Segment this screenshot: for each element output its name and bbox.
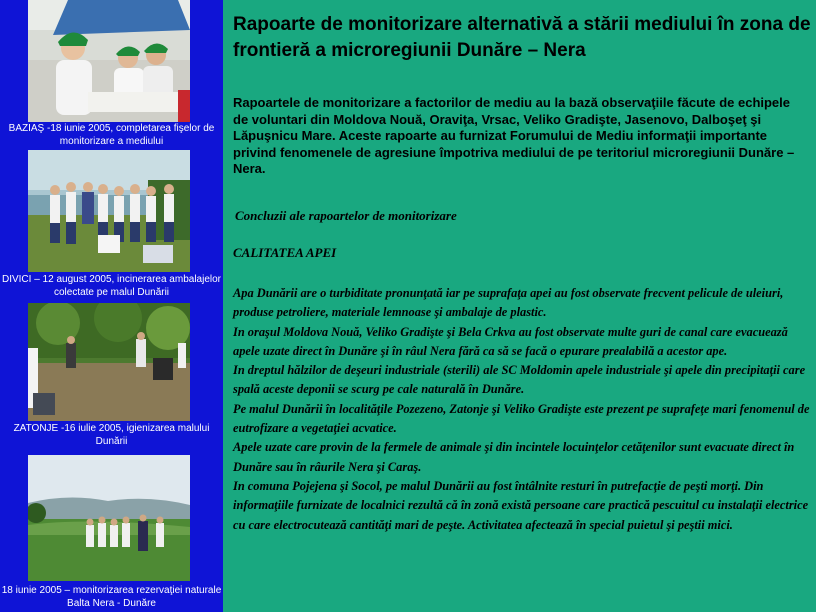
page-title: Rapoarte de monitorizare alternativă a stării mediului în zona de frontieră a microregiunii Dunăre – Nera xyxy=(233,14,811,61)
caption-balta-nera: 18 iunie 2005 – monitorizarea rezervaţiei naturale Balta Nera - Dunăre xyxy=(1,585,222,609)
paragraph-industrial-waste: In dreptul hălzilor de deşeuri industriale (sterili) ale SC Moldomin apele industriale şi apele din precipitaţii care spală aceste deponii se scurg pe cale naturală în Dunăre. xyxy=(233,363,806,397)
paragraph-eutrophication: Pe malul Dunării în localităţile Pozezeno, Zatonje şi Veliko Gradişte este prezent pe suprafeţe mari fenomenul de eutrofizare a vegetaţiei acvatice. xyxy=(233,401,810,436)
photo-volunteers-meadow-image xyxy=(28,455,190,581)
paragraph-turbidity: Apa Dunării are o turbiditate pronunţată iar pe suprafaţa apei au fost observate frecvent pelicule de uleiuri, produse petroliere, materiale lemnoase şi ambalaje de plastic. xyxy=(233,286,784,320)
paragraph-dead-fish: In comuna Pojejena şi Socol, pe malul Dunării au fost întâlnite resturi în putrefacţie de peşti morţi. Din informaţiile furnizate de localnici rezultă că în zonă există persoane care practică pescuitul cu instalaţii electrice cu care electrocutează cantităţi mari de peşte. Activitatea afectează în special puietul şi peştii mici. xyxy=(233,478,809,532)
caption-divici: DIVICI – 12 august 2005, incinerarea ambalajelor colectate pe malul Dunării xyxy=(1,274,222,298)
water-quality-body xyxy=(233,284,811,535)
main-content xyxy=(223,0,816,612)
photo-bazias xyxy=(28,0,190,122)
paragraph-farm-wastewater: Apele uzate care provin de la fermele de animale şi din incintele locuinţelor cetăţenilor sunt evacuate direct în Dunăre sau în râurile Nera şi Caraş. xyxy=(233,440,795,474)
photo-volunteers-forms-image xyxy=(28,0,190,122)
water-quality-heading: CALITATEA APEI xyxy=(233,245,337,260)
caption-zatonje: ZATONJE -16 iulie 2005, igienizarea malului Dunării xyxy=(13,423,210,447)
photo-volunteers-cleaning-image xyxy=(28,303,190,421)
photo-volunteers-group-image xyxy=(28,150,190,272)
photo-zatonje xyxy=(28,303,190,421)
caption-bazias: BAZIAŞ -18 iunie 2005, completarea fişelor de monitorizare a mediului xyxy=(8,123,215,147)
photo-sidebar xyxy=(0,0,223,612)
paragraph-sewage: In oraşul Moldova Nouă, Veliko Gradişte şi Bela Crkva au fost observate multe guri de canal care evacuează apele uzate direct în Dunăre şi în râul Nera fără ca să se facă o epurare prealabilă a acestor ape. xyxy=(233,324,788,358)
conclusions-heading: Concluzii ale rapoartelor de monitorizare xyxy=(235,208,457,223)
photo-divici xyxy=(28,150,190,272)
photo-balta-nera xyxy=(28,455,190,581)
intro-paragraph: Rapoartele de monitorizare a factorilor de mediu au la bază observaţiile făcute de echipele de voluntari din Moldova Nouă, Oraviţa, Vrsac, Veliko Gradişte, Jasenovo, Dalboşeţ şi Lăpuşnicu Mare. Aceste rapoarte au furnizat Forumului de Mediu informaţii importante privind fenomenele de agresiune împotriva mediului de pe teritoriul microregiunii Dunăre – Nera. xyxy=(233,95,795,176)
